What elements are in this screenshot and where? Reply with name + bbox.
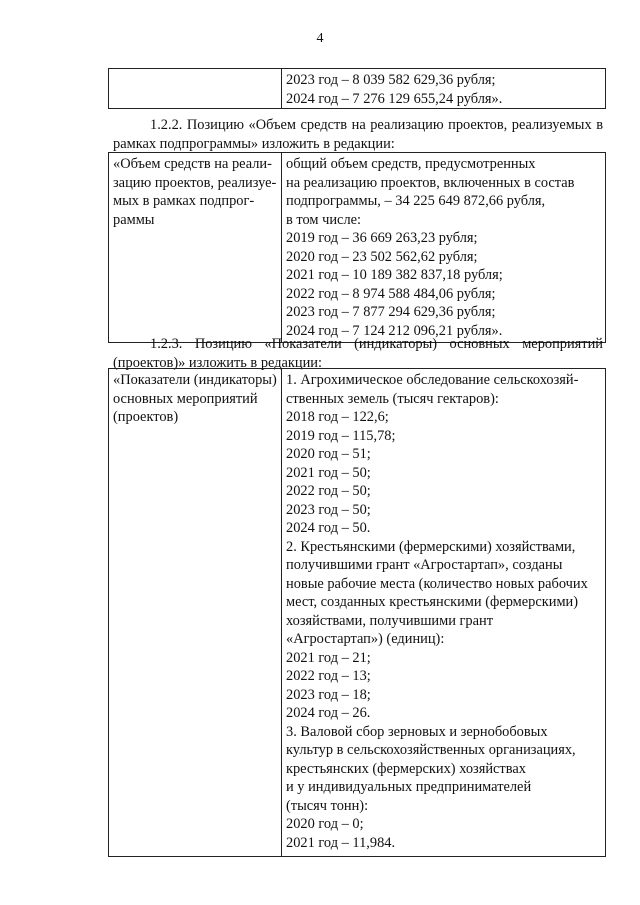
text-line: 2022 год – 13; <box>286 668 371 684</box>
text-line: 2021 год – 21; <box>286 649 371 666</box>
text-line: на реализацию проектов, включенных в состав <box>286 174 575 191</box>
text-line: 2019 год – 115,78; <box>286 427 396 444</box>
text-line: 2024 год – 7 276 129 655,24 рубля». <box>286 90 503 107</box>
paragraph-line: 1.2.2. Позицию «Объем средств на реализацию проектов, реализуемых <box>150 117 592 133</box>
text-line: 3. Валовой сбор зерновых и зернобобовых <box>286 723 548 740</box>
text-line: 2023 год – 50; <box>286 501 371 518</box>
paragraph-1-2-2 <box>113 116 603 153</box>
table-project-funding <box>108 152 606 343</box>
text-line: 2023 год – 8 039 582 629,36 рубля; <box>286 72 496 88</box>
text-line: основных мероприятий <box>113 390 258 407</box>
text-line: 2. Крестьянскими (фермерскими) хозяйствами, <box>286 538 576 555</box>
text-line: подпрограммы, – 34 225 649 872,66 рубля, <box>286 193 546 209</box>
table-cell-values <box>282 69 606 109</box>
text-line: и у индивидуальных предпринимателей <box>286 779 532 795</box>
text-line: (тысяч тонн): <box>286 797 369 814</box>
text-line: мест, созданных крестьянскими (фермерскими) <box>286 594 579 610</box>
text-line: 1. Агрохимическое обследование сельскохозяй- <box>286 372 579 388</box>
text-line: 2024 год – 26. <box>286 705 371 721</box>
text-line: культур в сельскохозяйственных организациях, <box>286 742 576 758</box>
table-cell-label <box>109 369 282 857</box>
text-line: 2021 год – 10 189 382 837,18 рубля; <box>286 267 503 283</box>
text-line: 2019 год – 36 669 263,23 рубля; <box>286 230 478 246</box>
text-line: крестьянских (фермерских) хозяйствах <box>286 760 526 777</box>
text-line: 2020 год – 0; <box>286 816 364 832</box>
table-cell-values <box>282 153 606 343</box>
paragraph-line: в рамках подпрограммы» изложить в редакции: <box>113 117 603 152</box>
text-line: получившими грант «Агростартап», созданы <box>286 557 563 573</box>
page-number: 4 <box>316 31 324 46</box>
table-continuation <box>108 68 606 109</box>
paragraph-line: 1.2.3. Позицию «Показатели (индикаторы) основных мероприятий <box>150 336 603 352</box>
text-line: 2024 год – 50. <box>286 520 371 536</box>
text-line: 2018 год – 122,6; <box>286 409 389 425</box>
table-cell-label <box>109 153 282 343</box>
text-line: 2020 год – 23 502 562,62 рубля; <box>286 248 478 265</box>
text-line: зацию проектов, реализуе- <box>113 174 277 191</box>
text-line: общий объем средств, предусмотренных <box>286 156 536 172</box>
table-indicators <box>108 368 606 857</box>
text-line: 2022 год – 8 974 588 484,06 рубля; <box>286 285 496 302</box>
text-line: мых в рамках подпрог- <box>113 193 255 209</box>
text-line: 2023 год – 18; <box>286 686 371 703</box>
text-line: хозяйствами, получившими грант <box>286 612 493 629</box>
text-line: 2023 год – 7 877 294 629,36 рубля; <box>286 304 496 320</box>
paragraph-1-2-3 <box>113 335 603 372</box>
text-line: ственных земель (тысяч гектаров): <box>286 390 499 407</box>
text-line: 2021 год – 50; <box>286 464 371 481</box>
text-line: «Агростартап») (единиц): <box>286 631 445 647</box>
text-line: «Объем средств на реали- <box>113 156 272 172</box>
text-line: 2021 год – 11,984. <box>286 834 396 851</box>
text-line: 2024 год – 7 124 212 096,21 рубля». <box>286 322 503 339</box>
text-line: 2020 год – 51; <box>286 446 371 462</box>
text-line: в том числе: <box>286 211 362 228</box>
text-line: новые рабочие места (количество новых рабочих <box>286 575 588 592</box>
table-cell-values <box>282 369 606 857</box>
paragraph-line: (проектов)» изложить в редакции: <box>113 354 323 371</box>
text-line: раммы <box>113 211 155 228</box>
text-line: (проектов) <box>113 409 179 425</box>
text-line: 2022 год – 50; <box>286 483 371 499</box>
text-line: «Показатели (индикаторы) <box>113 372 277 388</box>
table-cell-empty <box>109 69 282 109</box>
